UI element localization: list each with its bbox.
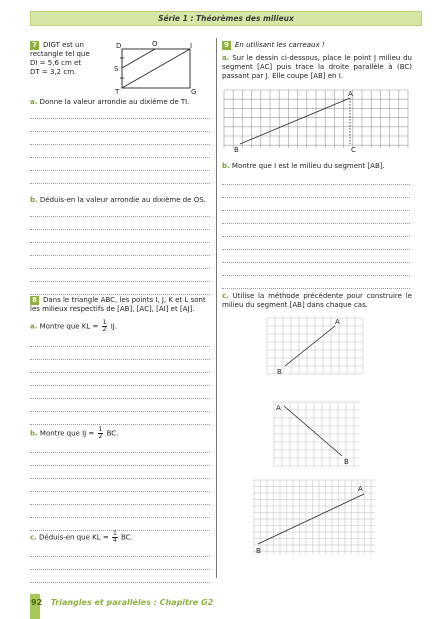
ex7-qa-label: a. (30, 98, 38, 106)
segment-SO (122, 49, 155, 68)
label-G: G (191, 88, 197, 96)
ex7-intro-line2: rectangle tel que (30, 50, 90, 58)
ex7-intro-line4: DT = 3,2 cm. (30, 68, 77, 76)
ex8-qa-label: a. (30, 322, 38, 331)
series-banner: Série 1 : Théorèmes des milieux (30, 11, 422, 26)
ex9-qa-label: a. (222, 54, 230, 62)
ex8-qc-tail: BC. (121, 533, 133, 542)
label-O: O (152, 40, 158, 48)
grid2-label-A: A (276, 404, 281, 412)
grid3-label-B: B (256, 547, 261, 555)
ex8-question-b (30, 427, 118, 440)
ex8-qa-text: Montre que KL = (39, 322, 99, 331)
footer (31, 598, 213, 607)
grid2-label-B: B (344, 458, 349, 466)
page-number: 92 (31, 598, 43, 607)
segment-BA (240, 98, 350, 144)
ex9-intro (222, 41, 325, 50)
ex8-number: 8 (30, 296, 39, 305)
ex8-intro-text: Dans le triangle ABC, les points I, J, K et L sont les milieux respectifs de [AB], [AC], [AI] et [AJ]. (30, 296, 206, 313)
ex8-qa-tail: IJ. (110, 322, 118, 331)
ex7-number: 7 (30, 41, 39, 50)
ex9-small-grid-3 (252, 478, 377, 558)
grid-label-B: B (234, 146, 239, 154)
diagonal-TI (122, 49, 190, 88)
column-divider (216, 38, 217, 578)
ex8-intro (30, 296, 212, 314)
ex8-qb-text: Montre que IJ = (39, 429, 95, 438)
ex8-question-a (30, 320, 117, 333)
ex8-answer-lines-c[interactable] (30, 544, 210, 583)
ex7-intro (30, 41, 116, 77)
ex9-answer-lines-b[interactable] (222, 172, 410, 289)
label-S: S (114, 65, 119, 73)
ex9-question-a (222, 54, 412, 81)
ex9-number: 9 (222, 41, 231, 50)
segment-AB-2 (284, 406, 342, 456)
ex8-qc-text: Déduis-en que KL = (39, 533, 109, 542)
label-D: D (116, 42, 122, 50)
segment-AB-1 (285, 326, 335, 366)
ex9-qb-text: Montre que I est le milieu du segment [AB]. (231, 162, 385, 170)
fraction-one-half: $\frac{1}{2}$ (102, 319, 107, 333)
ex7-question-b (30, 196, 212, 204)
grid3-label-A: A (358, 485, 363, 493)
ex7-qb-text: Déduis-en la valeur arrondie au dixième de OS. (39, 196, 206, 204)
ex8-question-c (30, 531, 133, 544)
ex8-answer-lines-a[interactable] (30, 334, 210, 425)
ex7-qb-label: b. (30, 196, 38, 204)
ex7-question-a (30, 98, 212, 106)
ex7-answer-lines-b[interactable] (30, 204, 210, 295)
ex9-qc-label: c. (222, 292, 229, 300)
grid-label-C: C (351, 146, 356, 154)
chapter-title: Triangles et parallèles : Chapitre G2 (50, 598, 214, 607)
ex8-qb-label: b. (30, 429, 38, 438)
ex7-answer-lines-a[interactable] (30, 106, 210, 184)
ex9-grid-figure (222, 86, 412, 156)
label-I: I (190, 42, 193, 50)
grid-label-A: A (348, 90, 353, 98)
ex7-intro-line3: DI = 5,6 cm et (30, 59, 82, 67)
grid1-label-B: B (277, 368, 282, 376)
ex8-answer-lines-b[interactable] (30, 440, 210, 531)
ex9-qb-label: b. (222, 162, 230, 170)
ex9-qc-text: Utilise la méthode précédente pour construire le milieu du segment [AB] dans chaque cas. (222, 292, 412, 309)
label-T: T (115, 88, 120, 96)
ex9-intro-text: En utilisant les carreaux ! (235, 41, 325, 49)
ex9-small-grid-1 (265, 316, 365, 378)
ex9-small-grid-2 (272, 400, 362, 470)
grid-lines-1 (267, 318, 363, 374)
ex8-qc-label: c. (30, 533, 37, 542)
ex7-qa-text: Donne la valeur arrondie au dixième de TI. (39, 98, 190, 106)
fraction-one-half-b: $\frac{1}{2}$ (98, 426, 103, 440)
ex9-qa-text: Sur le dessin ci-dessous, place le point J milieu du segment [AC] puis trace la droite parallèle à (BC) passant par J. Elle coupe [AB] en I. (222, 54, 412, 80)
ex9-question-b (222, 162, 385, 170)
ex7-intro-line1: DIGT est un (43, 41, 84, 49)
fraction-one-quarter: $\frac{1}{4}$ (112, 530, 117, 544)
ex8-qb-tail: BC. (106, 429, 119, 438)
grid1-label-A: A (335, 318, 340, 326)
ex7-rectangle-figure (110, 38, 210, 96)
ex9-question-c (222, 292, 412, 310)
